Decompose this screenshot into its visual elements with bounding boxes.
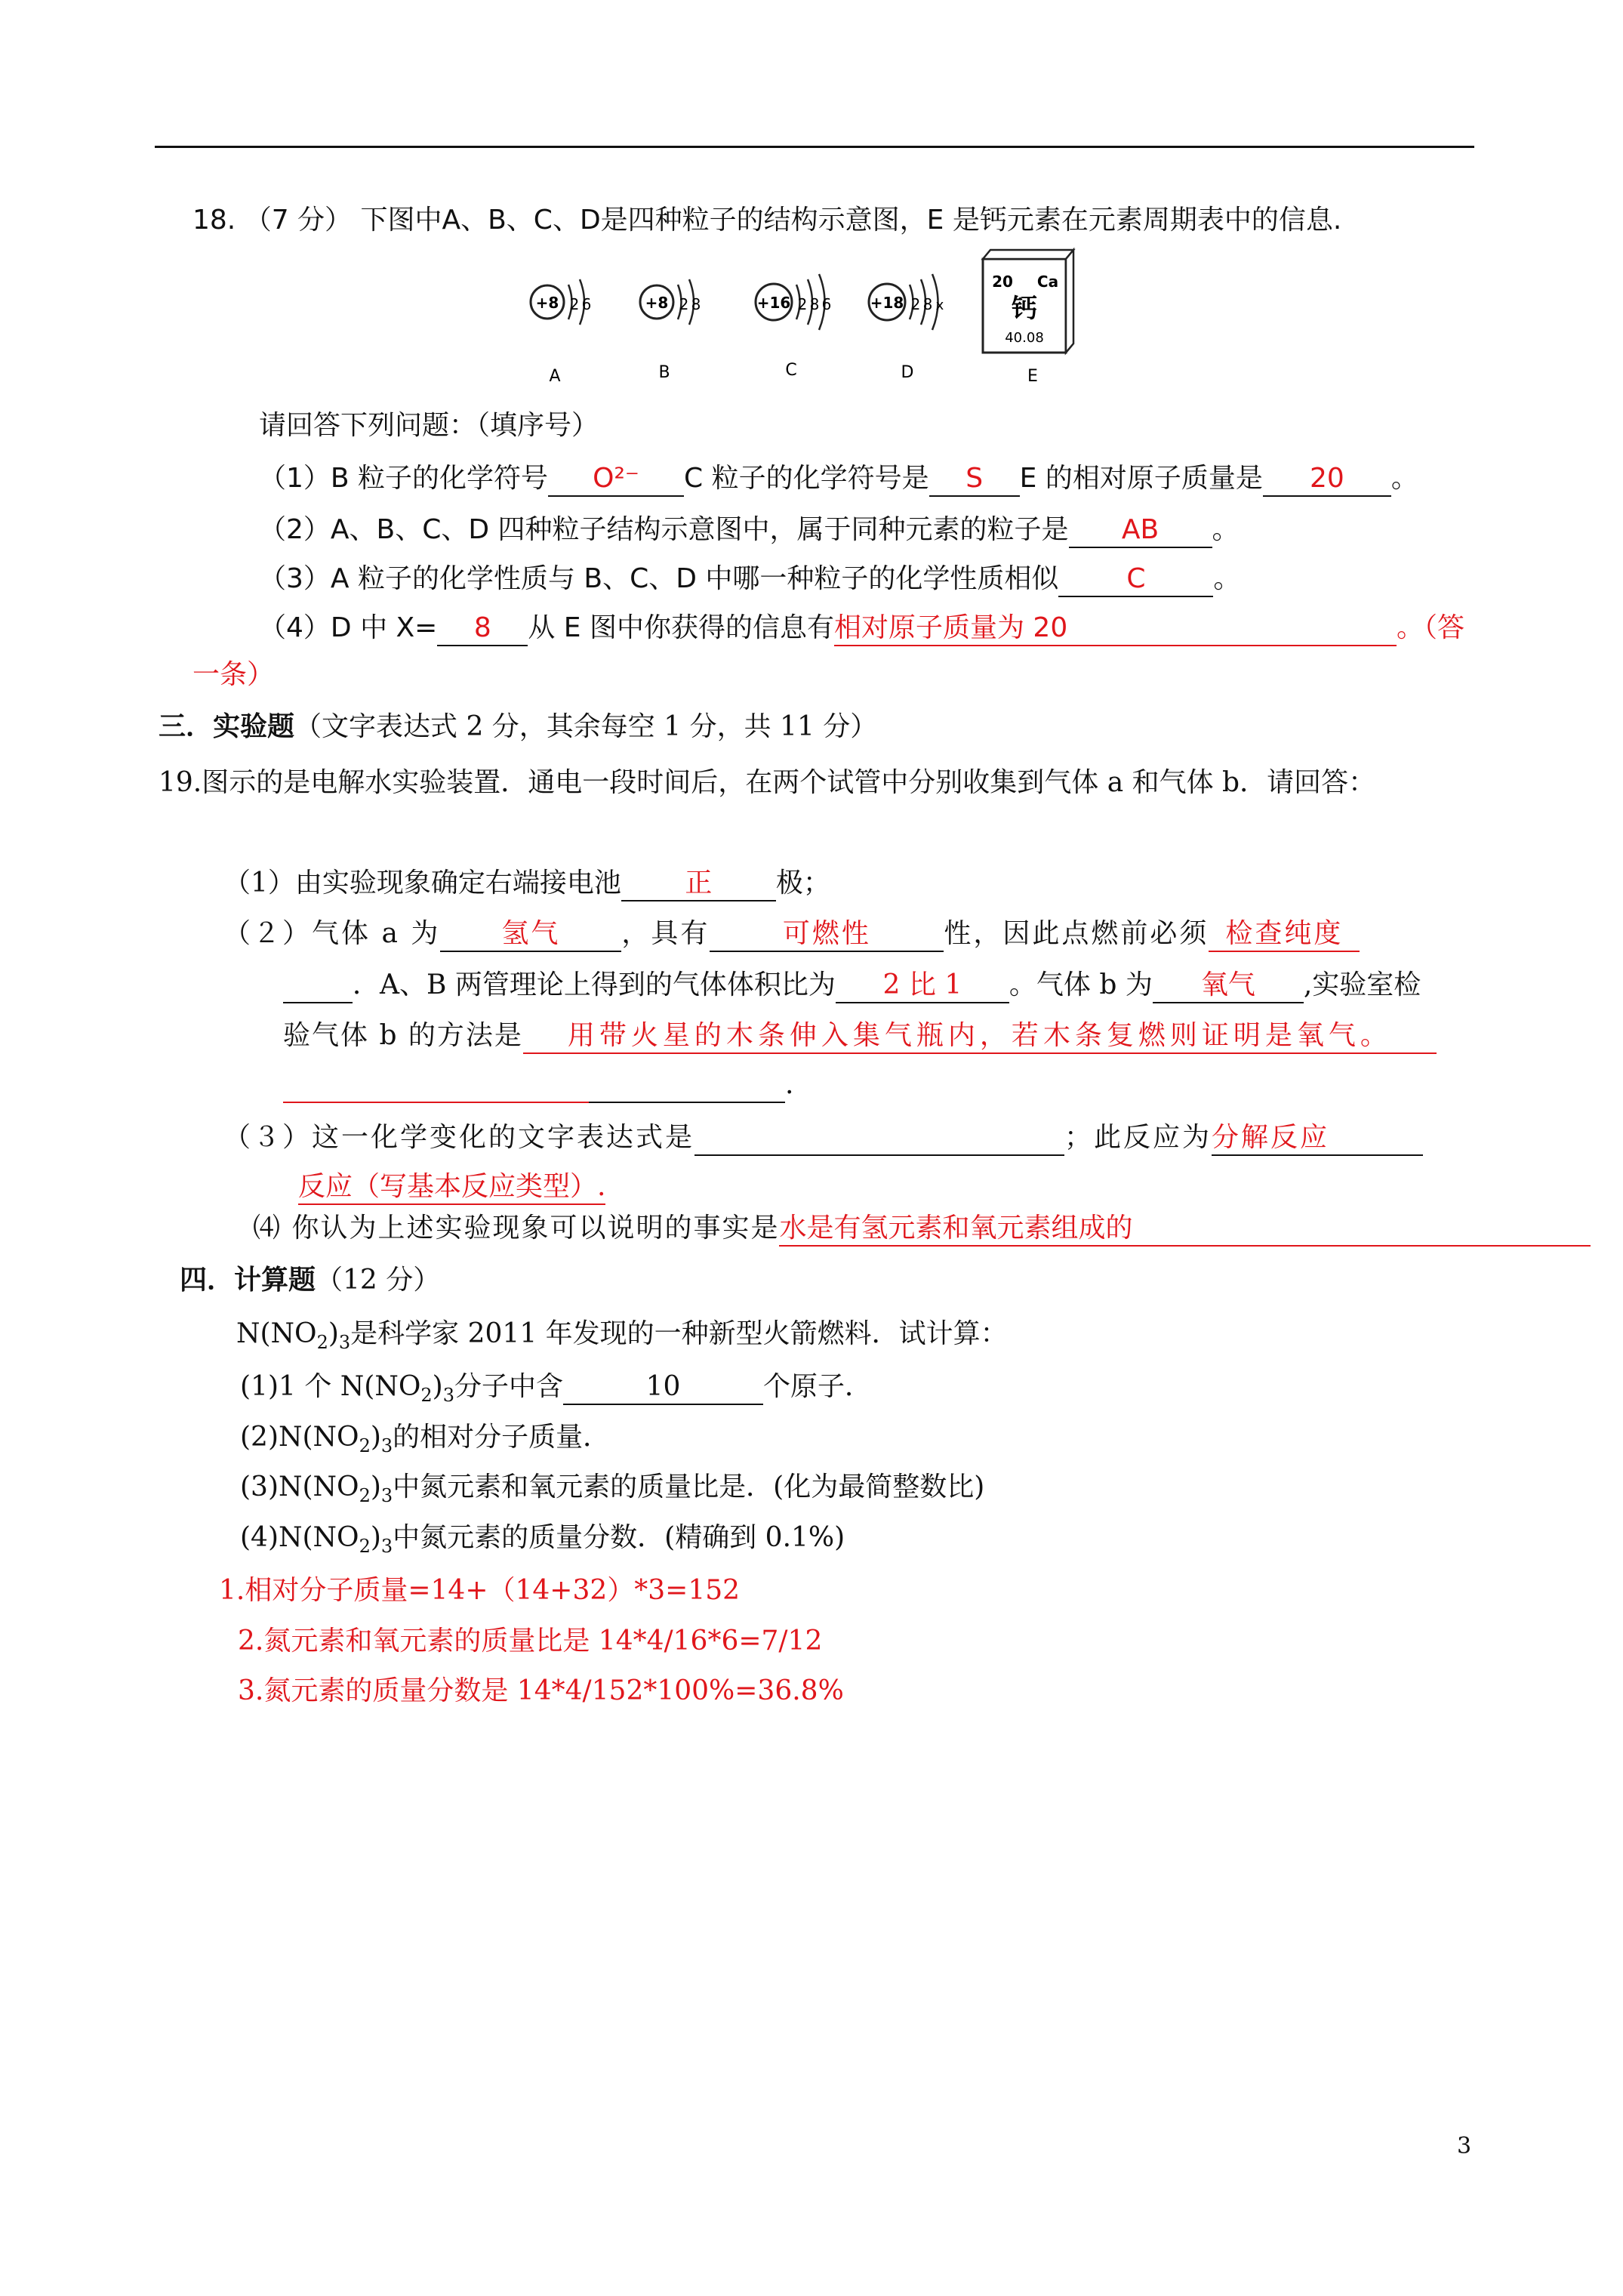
q18-part2 — [259, 513, 1240, 548]
particle-c-shell-3: 6 — [821, 295, 832, 313]
q18-part1 — [259, 462, 1418, 497]
particle-d-shell-3: x — [935, 297, 944, 313]
q18-part1-text-a: （1）B 粒子的化学符号 — [259, 463, 549, 494]
q19-part2-text-b: ，具有 — [621, 918, 710, 949]
q19-part2-text-c: 性，因此点燃前必须 — [944, 918, 1209, 949]
q19-answer-gas-b: 氧气 — [1153, 969, 1304, 1003]
q19-part2-line4 — [283, 1068, 793, 1103]
q18-part1-text-c: E 的相对原子质量是 — [1019, 463, 1263, 494]
calc-question-1: (1)1 个 $N(NO_2)_3$分子中含 10 个原子． — [240, 1371, 872, 1407]
section4-title: 四．计算题 — [180, 1264, 316, 1296]
particle-a-shell-2: 6 — [581, 295, 592, 313]
q19-part2-line1 — [223, 917, 1360, 952]
particle-d-shell-1: 2 — [910, 295, 921, 313]
particle-c-label: C — [785, 361, 797, 380]
q18-intro: 18. （7 分） 下图中A、B、C、D是四种粒子的结构示意图，E 是钙元素在元素周期表中的信息. — [192, 205, 1342, 236]
q19-answer-pole: 正 — [621, 867, 776, 901]
particle-a-label: A — [549, 367, 561, 386]
particle-a-shell-1: 2 — [569, 295, 580, 313]
q18-part3-text: （3）A 粒子的化学性质与 B、C、D 中哪一种粒子的化学性质相似 — [259, 563, 1059, 594]
q18-part3 — [259, 562, 1240, 597]
q19-part3-text-b: ；此反应为 — [1064, 1122, 1212, 1153]
section3-note: （文字表达式 2 分，其余每空 1 分，共 11 分） — [294, 711, 878, 742]
particle-c-diagram — [756, 274, 831, 380]
q19-part2-text-d: ．A、B 两管理论上得到的气体体积比为 — [353, 969, 836, 1000]
q19-part4 — [253, 1212, 1591, 1247]
particle-b-shell-1: 2 — [679, 295, 689, 313]
q18-part2-end: 。 — [1212, 514, 1240, 545]
q19-answer-reaction: 分解反应 — [1212, 1121, 1423, 1156]
particle-d-shell-2: 8 — [922, 295, 933, 313]
section3-heading — [159, 710, 877, 744]
particle-c-shell-1: 2 — [797, 295, 808, 313]
header-rule — [155, 146, 1474, 148]
q19-answer-gas-a: 氢气 — [440, 917, 621, 952]
q19-intro: 19.图示的是电解水实验装置．通电一段时间后，在两个试管中分别收集到气体 a 和气体 b．请回答： — [159, 767, 1376, 798]
particle-b-diagram — [640, 279, 701, 382]
particle-a-diagram — [531, 279, 591, 386]
particle-d-diagram — [869, 274, 944, 382]
q19-part1 — [223, 867, 830, 901]
section3-title: 三．实验题 — [159, 710, 295, 742]
q19-answer-ratio: 2 比 1 — [836, 969, 1009, 1003]
q19-part2-line2 — [283, 969, 1421, 1003]
calc-answer-3: 3.氮元素的质量分数是 14*4/152*100%=36.8% — [238, 1675, 844, 1706]
element-mass: 40.08 — [1005, 330, 1044, 346]
q19-part3-line2 — [298, 1170, 605, 1205]
q18-part4-continued: 一条） — [192, 659, 275, 690]
particle-b-nucleus: +8 — [645, 294, 669, 312]
q19-answer-method: 用带火星的木条伸入集气瓶内，若木条复燃则证明是氧气。 — [523, 1019, 1437, 1054]
element-symbol: Ca — [1036, 273, 1059, 291]
particle-b-shell-2: 8 — [691, 295, 701, 313]
q19-part2-text-e: 。气体 b 为 — [1009, 969, 1153, 1000]
sec4-intro: $N(NO_2)_3$是科学家 2011 年发现的一种新型火箭燃料．试计算： — [236, 1318, 1008, 1354]
q18-answer-c-symbol: S — [929, 462, 1020, 497]
q18-part3-end: 。 — [1213, 563, 1241, 594]
calc-question-2: $(2)N(NO_2)_3$的相对分子质量． — [240, 1422, 611, 1457]
q19-answer-check: 检查纯度 — [1209, 917, 1360, 952]
section4-note: （12 分） — [316, 1265, 441, 1296]
q19-part3 — [223, 1121, 1423, 1156]
q18-answer-same-element: AB — [1069, 513, 1212, 548]
element-card-e — [983, 250, 1073, 386]
q18-part1-text-b: C 粒子的化学符号是 — [684, 463, 929, 494]
q18-part4 — [259, 612, 1464, 646]
q19-part1-text-a: （1）由实验现象确定右端接电池 — [223, 868, 621, 898]
calc-answer-1: 1.相对分子质量=14+（14+32）*3=152 — [219, 1575, 741, 1606]
q18-answer-x: 8 — [437, 612, 528, 646]
particle-c-nucleus: +16 — [756, 294, 791, 312]
q18-answer-b-symbol: O²⁻ — [548, 462, 684, 497]
q19-answer-fact: 水是有氢元素和氧元素组成的 — [779, 1212, 1591, 1247]
element-name: 钙 — [1012, 294, 1037, 324]
element-number: 20 — [992, 273, 1013, 291]
particle-d-label: D — [901, 363, 914, 382]
q18-answer-e-mass: 20 — [1263, 462, 1391, 497]
q18-prompt: 请回答下列问题：（填序号） — [259, 410, 599, 441]
q19-part2-text-a: （２）气体 a 为 — [223, 918, 441, 949]
q18-part4-text-c: 。（答 — [1396, 612, 1464, 643]
q18-part4-text-b: 从 E 图中你获得的信息有 — [528, 612, 834, 643]
q19-part1-text-b: 极； — [775, 868, 830, 898]
particle-a-nucleus: +8 — [535, 294, 559, 312]
calc-answer-2: 2.氮元素和氧元素的质量比是 14*4/16*6=7/12 — [238, 1626, 823, 1657]
q19-part2-text-g: 验气体 b 的方法是 — [283, 1020, 523, 1051]
particle-d-nucleus: +18 — [870, 294, 904, 312]
calc-answer-atoms: 10 — [563, 1370, 763, 1405]
calc-question-3: $(3)N(NO_2)_3$中氮元素和氧元素的质量比是．(化为最简整数比) — [240, 1472, 985, 1507]
q19-part3-text-a: （３）这一化学变化的文字表达式是 — [223, 1122, 695, 1153]
q18-part4-text-a: （4）D 中 X= — [259, 612, 438, 643]
element-e-label: E — [1027, 367, 1038, 386]
section4-heading — [180, 1263, 440, 1297]
q19-answer-property: 可燃性 — [710, 917, 944, 952]
page-number: 3 — [1457, 2133, 1472, 2159]
calc-question-4: $(4)N(NO_2)_3$中氮元素的质量分数．(精确到 0.1%) — [240, 1522, 845, 1558]
q19-part2-text-h: . — [785, 1069, 794, 1100]
q19-part2-line3 — [283, 1019, 1437, 1054]
q18-part1-end: 。 — [1390, 463, 1418, 494]
q19-part4-text: ⑷ 你认为上述实验现象可以说明的事实是 — [253, 1213, 780, 1244]
q19-answer-reaction-type: 反应（写基本反应类型）. — [298, 1170, 605, 1205]
particle-structure-figure — [521, 245, 1125, 399]
q18-part2-text: （2）A、B、C、D 四种粒子结构示意图中，属于同种元素的粒子是 — [259, 514, 1069, 545]
q19-part2-text-f: ,实验室检 — [1303, 969, 1421, 1000]
q18-answer-e-info: 相对原子质量为 20 — [834, 612, 1397, 646]
particle-c-shell-2: 8 — [809, 295, 820, 313]
q18-answer-similar: C — [1058, 562, 1213, 597]
particle-b-label: B — [658, 363, 670, 382]
